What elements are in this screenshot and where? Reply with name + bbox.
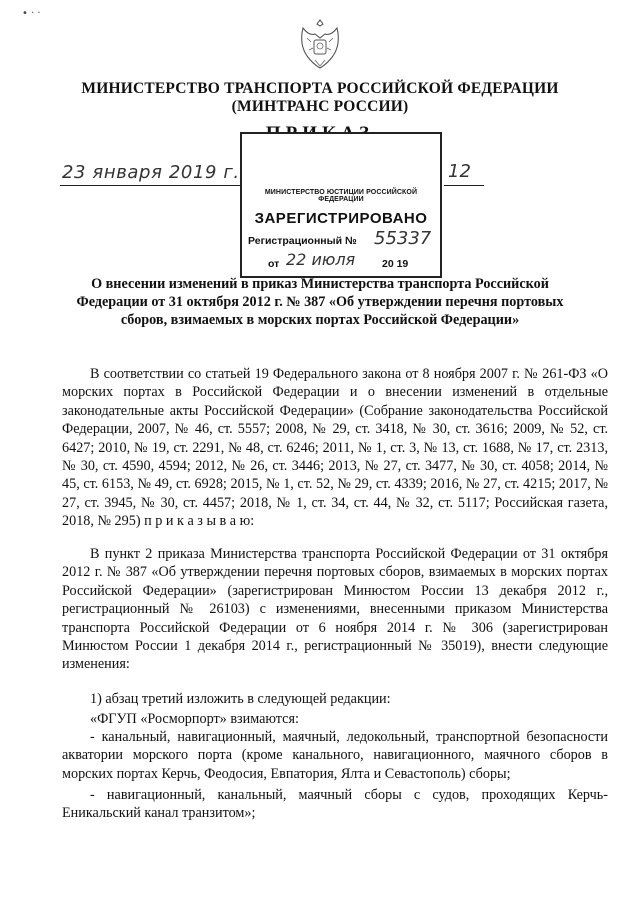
stamp-reg-number: 55337	[374, 228, 432, 249]
paragraph-item-1: 1) абзац третий изложить в следующей редакции:	[90, 691, 391, 707]
number-underline	[444, 185, 484, 186]
registration-stamp	[240, 132, 442, 278]
stamp-ministry: МИНИСТЕРСТВО ЮСТИЦИИ РОССИЙСКОЙ ФЕДЕРАЦИИ	[264, 189, 418, 203]
stamp-reg-number-label: Регистрационный №	[248, 235, 357, 247]
paragraph-fees-list-1: - канальный, навигационный, маячный, ледокольный, транспортной безопасности акватории морского порта (кроме канального, навигационного, маячного сборов в морских портах Керчь, Феодосия, Евпатория, Ялта и Севастополь) сборы;	[62, 729, 608, 782]
stamp-date-handwritten: 22 июля	[286, 250, 356, 269]
paragraph-amendment: В пункт 2 приказа Министерства транспорта Российской Федерации от 31 октября 2012 г. № 387 «Об утверждении перечня портовых сборов, взимаемых в морских портах Российской Федерации» (зарегистрирован Минюстом России 13 декабря 2012 г., регистрационный № 26103) с изменениями, внесенными приказом Министерства транспорта Российской Федерации от 6 ноября 2014 г. № 306 (зарегистрирован Минюстом России 1 декабря 2014 г., регистрационный № 35019), внести следующие изменения:	[62, 546, 608, 673]
coat-of-arms-emblem-icon	[295, 16, 345, 72]
order-subject: О внесении изменений в приказ Министерства транспорта Российской Федерации от 31 октября 2012 г. № 387 «Об утверждении перечня портовых сборов, взимаемых в морских портах Российской Федерации»	[76, 276, 564, 328]
scan-mark: • · ·	[22, 8, 41, 19]
paragraph-fees-list-2: - навигационный, канальный, маячный сборы с судов, проходящих Керчь-Еникальский канал транзитом»;	[62, 787, 608, 822]
ministry-short-name: (МИНТРАНС РОССИИ)	[231, 98, 409, 115]
ministry-name: МИНИСТЕРСТВО ТРАНСПОРТА РОССИЙСКОЙ ФЕДЕРАЦИИ	[81, 80, 559, 97]
paragraph-quote-start: «ФГУП «Росморпорт» взимаются:	[90, 711, 299, 727]
paragraph-preamble: В соответствии со статьей 19 Федерального закона от 8 ноября 2007 г. № 261-ФЗ «О морских портах в Российской Федерации и о внесении изменений в отдельные законодательные акты Российской Федерации» (Собрание законодательства Российской Федерации, 2007, № 46, ст. 5557; 2008, № 29, ст. 3418, № 30, ст. 3616; 2009, № 52, ст. 6427; 2010, № 19, ст. 2291, № 48, ст. 6246; 2011, № 1, ст. 3, № 13, ст. 1688, № 17, ст. 2313, № 30, ст. 4590, 4594; 2012, № 26, ст. 3446; 2013, № 27, ст. 3477, № 30, ст. 4058; 2014, № 45, ст. 6153, № 49, ст. 6928; 2015, № 1, ст. 52, № 29, ст. 4339; 2016, № 27, ст. 4215; 2017, № 27, ст. 3945, № 30, ст. 4457; 2018, № 1, ст. 34, ст. 44, № 32, ст. 5117; Российская газета, 2018, № 295) п р и к а з ы в а ю:	[62, 366, 608, 530]
date-underline	[60, 185, 250, 186]
order-date-handwritten: 23 января 2019 г.	[62, 162, 240, 183]
stamp-date-label: от	[268, 258, 280, 270]
stamp-year: 20 19	[382, 258, 409, 270]
ministry-header	[0, 80, 640, 116]
stamp-registered: ЗАРЕГИСТРИРОВАНО	[254, 210, 428, 227]
order-number-handwritten: 12	[448, 161, 471, 182]
